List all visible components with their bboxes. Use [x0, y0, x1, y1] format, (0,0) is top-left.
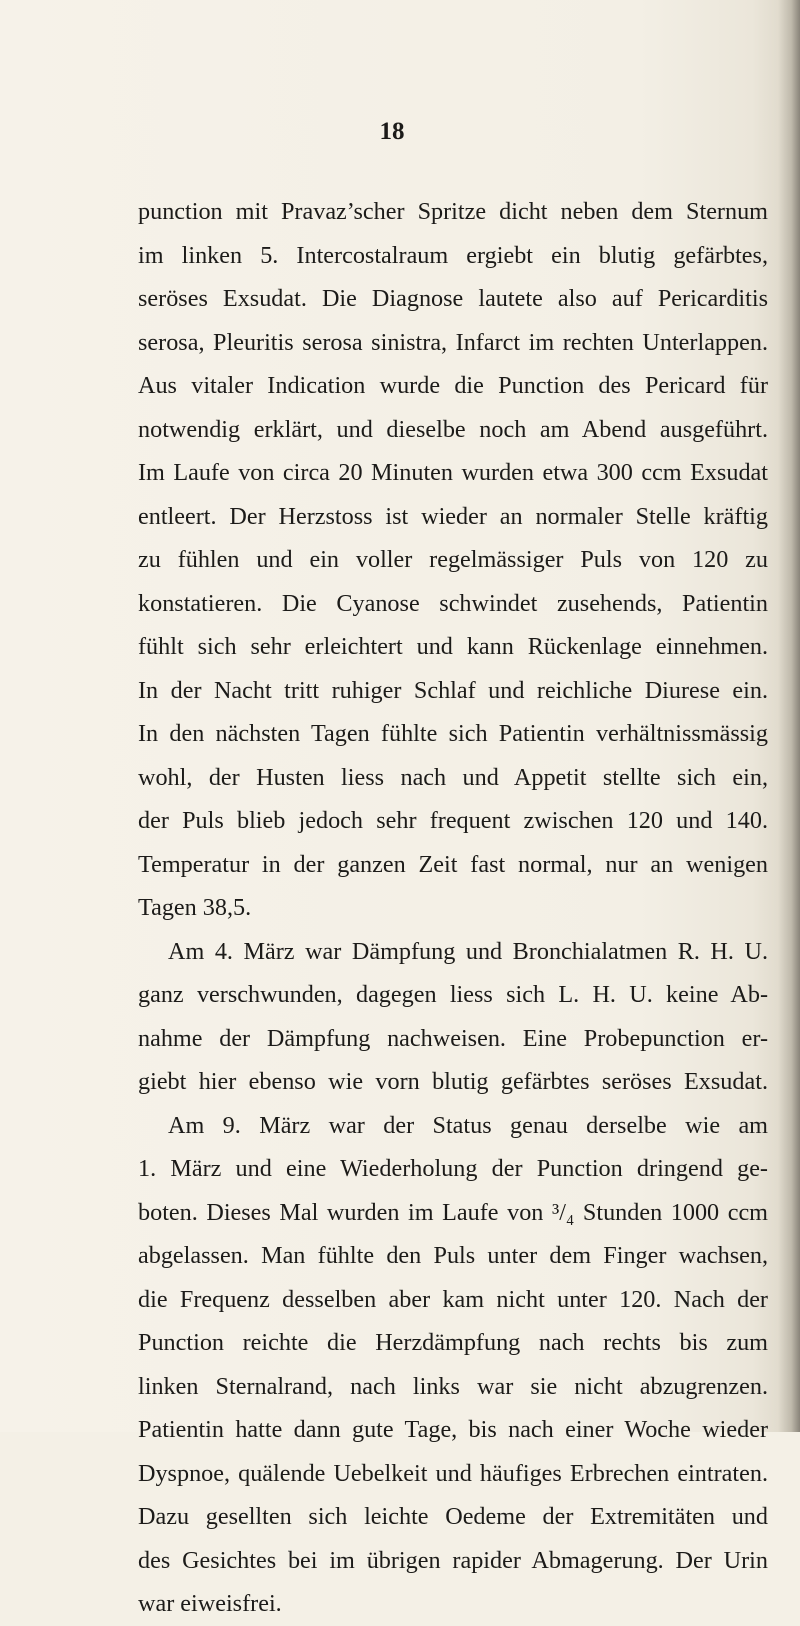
- text-line: konstatieren. Die Cyanose schwindet zusehends, Patientin: [138, 589, 768, 617]
- text-line: im linken 5. Intercostalraum ergiebt ein blutig gefärbtes,: [138, 241, 768, 269]
- text-line: Patientin hatte dann gute Tage, bis nach einer Woche wieder: [138, 1416, 768, 1443]
- text-line: nahme der Dämpfung nachweisen. Eine Probepunction er-: [138, 1024, 768, 1052]
- text-line: Aus vitaler Indication wurde die Punction des Pericard für: [138, 372, 768, 399]
- text-line: die Frequenz desselben aber kam nicht unter 120. Nach der: [138, 1285, 768, 1313]
- text-line: punction mit Pravaz’scher Spritze dicht neben dem Sternum: [138, 198, 768, 225]
- text-line: boten. Dieses Mal wurden im Laufe von ³/₄ Stunden 1000 ccm: [138, 1198, 768, 1226]
- text-line: der Puls blieb jedoch sehr frequent zwischen 120 und 140.: [138, 807, 768, 834]
- page-number: 18: [379, 118, 405, 145]
- text-line: wohl, der Husten liess nach und Appetit stellte sich ein,: [138, 763, 768, 791]
- text-line: In den nächsten Tagen fühlte sich Patientin verhältnissmässig: [138, 720, 768, 747]
- text-line: Dazu gesellten sich leichte Oedeme der Extremitäten und: [138, 1503, 768, 1530]
- text-line: Am 9. März war der Status genau derselbe wie am: [168, 1111, 768, 1139]
- text-line: ganz verschwunden, dagegen liess sich L. H. U. keine Ab-: [138, 981, 768, 1008]
- text-line: fühlt sich sehr erleichtert und kann Rückenlage einnehmen.: [138, 633, 768, 660]
- text-line: Am 4. März war Dämpfung und Bronchialatmen R. H. U.: [168, 937, 768, 965]
- text-line: Temperatur in der ganzen Zeit fast normal, nur an wenigen: [138, 850, 768, 878]
- text-line: entleert. Der Herzstoss ist wieder an normaler Stelle kräftig: [138, 502, 768, 530]
- text-line: 1. März und eine Wiederholung der Punction dringend ge-: [138, 1155, 768, 1182]
- text-line: war eiweisfrei.: [138, 1590, 282, 1617]
- text-line: Tagen 38,5.: [138, 894, 252, 921]
- body-text: [138, 190, 768, 1626]
- page-edge-shadow: [778, 0, 800, 1432]
- text-line: des Gesichtes bei im übrigen rapider Abmagerung. Der Urin: [138, 1546, 768, 1574]
- text-line: In der Nacht tritt ruhiger Schlaf und reichliche Diurese ein.: [138, 676, 768, 704]
- text-line: notwendig erklärt, und dieselbe noch am Abend ausgeführt.: [138, 415, 768, 443]
- text-line: Dyspnoe, quälende Uebelkeit und häufiges Erbrechen eintraten.: [138, 1459, 768, 1487]
- text-line: abgelassen. Man fühlte den Puls unter dem Finger wachsen,: [138, 1242, 768, 1269]
- text-line: serosa, Pleuritis serosa sinistra, Infarct im rechten Unterlappen.: [138, 328, 768, 356]
- text-line: seröses Exsudat. Die Diagnose lautete also auf Pericarditis: [138, 285, 768, 312]
- text-line: Punction reichte die Herzdämpfung nach rechts bis zum: [138, 1329, 768, 1356]
- text-line: linken Sternalrand, nach links war sie nicht abzugrenzen.: [138, 1372, 768, 1400]
- text-line: Im Laufe von circa 20 Minuten wurden etwa 300 ccm Exsudat: [138, 459, 768, 486]
- text-line: zu fühlen und ein voller regelmässiger Puls von 120 zu: [138, 546, 768, 573]
- text-line: giebt hier ebenso wie vorn blutig gefärbtes seröses Exsudat.: [138, 1068, 768, 1095]
